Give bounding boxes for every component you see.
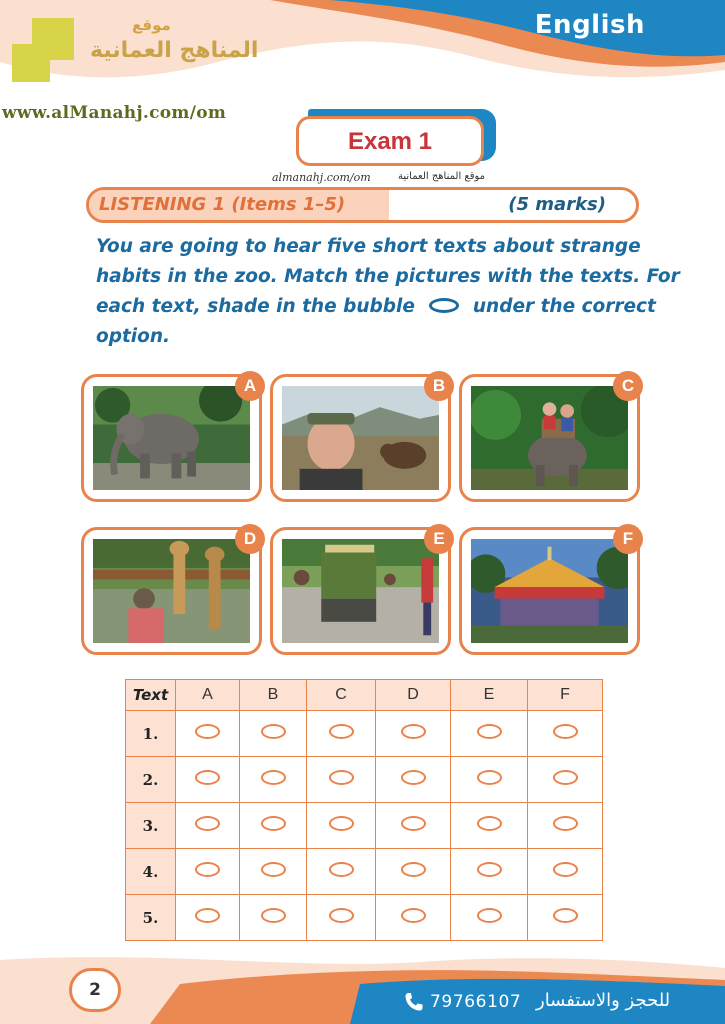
carousel-photo [471,539,628,643]
picture-card-f [459,527,640,655]
exam-title: Exam 1 [347,128,433,155]
bubble-1-f[interactable] [553,724,578,739]
bubble-5-a[interactable] [195,908,220,923]
contact-phone[interactable]: 79766107 [430,992,522,1012]
answer-table [125,679,603,941]
exam-title-box [296,116,484,166]
elephant-photo [93,386,250,490]
picture-letter-f: F [613,524,643,554]
man-and-bear-photo [282,386,439,490]
header-c: C [307,680,376,711]
site-name: المناهج العمانية [90,38,259,63]
header-a: A [176,680,240,711]
bubble-1-d[interactable] [401,724,426,739]
elephant-ride-photo [471,386,628,490]
site-name-top: موقع [132,16,171,34]
instructions-line-2: habits in the zoo. Match the pictures with the texts. For [96,266,680,287]
zoo-visitors-photo [282,539,439,643]
bubble-4-b[interactable] [261,862,286,877]
bubble-2-a[interactable] [195,770,220,785]
bubble-4-c[interactable] [329,862,354,877]
booking-label: للحجز والاستفسار [536,990,671,1011]
bubble-2-b[interactable] [261,770,286,785]
picture-letter-a: A [235,371,265,401]
bubble-3-a[interactable] [195,816,220,831]
row-label-3: 3. [126,803,176,849]
bubble-1-c[interactable] [329,724,354,739]
row-label-1: 1. [126,711,176,757]
giraffes-photo [93,539,250,643]
bubble-3-e[interactable] [477,816,502,831]
picture-card-d [81,527,262,655]
bubble-5-c[interactable] [329,908,354,923]
row-label-2: 2. [126,757,176,803]
header-e: E [451,680,528,711]
site-url[interactable]: www.alManahj.com/om [2,103,227,123]
phone-icon [402,990,426,1014]
answer-row-1 [126,711,603,757]
bubble-2-e[interactable] [477,770,502,785]
header-d: D [376,680,451,711]
bubble-4-d[interactable] [401,862,426,877]
bubble-2-d[interactable] [401,770,426,785]
bubble-1-b[interactable] [261,724,286,739]
bubble-4-a[interactable] [195,862,220,877]
bubble-3-c[interactable] [329,816,354,831]
bubble-3-d[interactable] [401,816,426,831]
picture-card-e [270,527,451,655]
instructions-line-3: each text, shade in the bubble under the correct [96,296,656,317]
section-header [86,187,639,223]
bubble-1-a[interactable] [195,724,220,739]
header-text: Text [126,680,176,711]
bubble-4-f[interactable] [553,862,578,877]
site-logo [12,18,82,88]
picture-letter-e: E [424,524,454,554]
watermark-site-name: موقع المناهج العمانية [398,171,486,182]
instructions-line-4: option. [96,326,171,347]
bubble-5-d[interactable] [401,908,426,923]
picture-letter-c: C [613,371,643,401]
picture-letter-d: D [235,524,265,554]
section-label: LISTENING 1 (Items 1–5) [99,194,346,215]
row-label-4: 4. [126,849,176,895]
answer-row-5 [126,895,603,941]
answer-row-3 [126,803,603,849]
row-label-5: 5. [126,895,176,941]
bubble-3-f[interactable] [553,816,578,831]
subject-title: English [534,10,645,40]
bubble-5-b[interactable] [261,908,286,923]
picture-card-b [270,374,451,502]
bubble-3-b[interactable] [261,816,286,831]
header-f: F [528,680,603,711]
watermark-url: almanahj.com/om [272,171,371,184]
bubble-example-icon [429,298,459,313]
answer-row-4 [126,849,603,895]
bubble-1-e[interactable] [477,724,502,739]
bubble-5-f[interactable] [553,908,578,923]
header-b: B [240,680,307,711]
bubble-4-e[interactable] [477,862,502,877]
page-number: 2 [69,968,121,1012]
instructions-line-1: You are going to hear five short texts about strange [96,236,641,257]
bubble-2-c[interactable] [329,770,354,785]
bubble-2-f[interactable] [553,770,578,785]
picture-card-c [459,374,640,502]
picture-card-a [81,374,262,502]
picture-letter-b: B [424,371,454,401]
answer-row-2 [126,757,603,803]
instructions [96,232,680,352]
answer-table-header [126,680,603,711]
bubble-5-e[interactable] [477,908,502,923]
section-marks: (5 marks) [508,194,606,215]
